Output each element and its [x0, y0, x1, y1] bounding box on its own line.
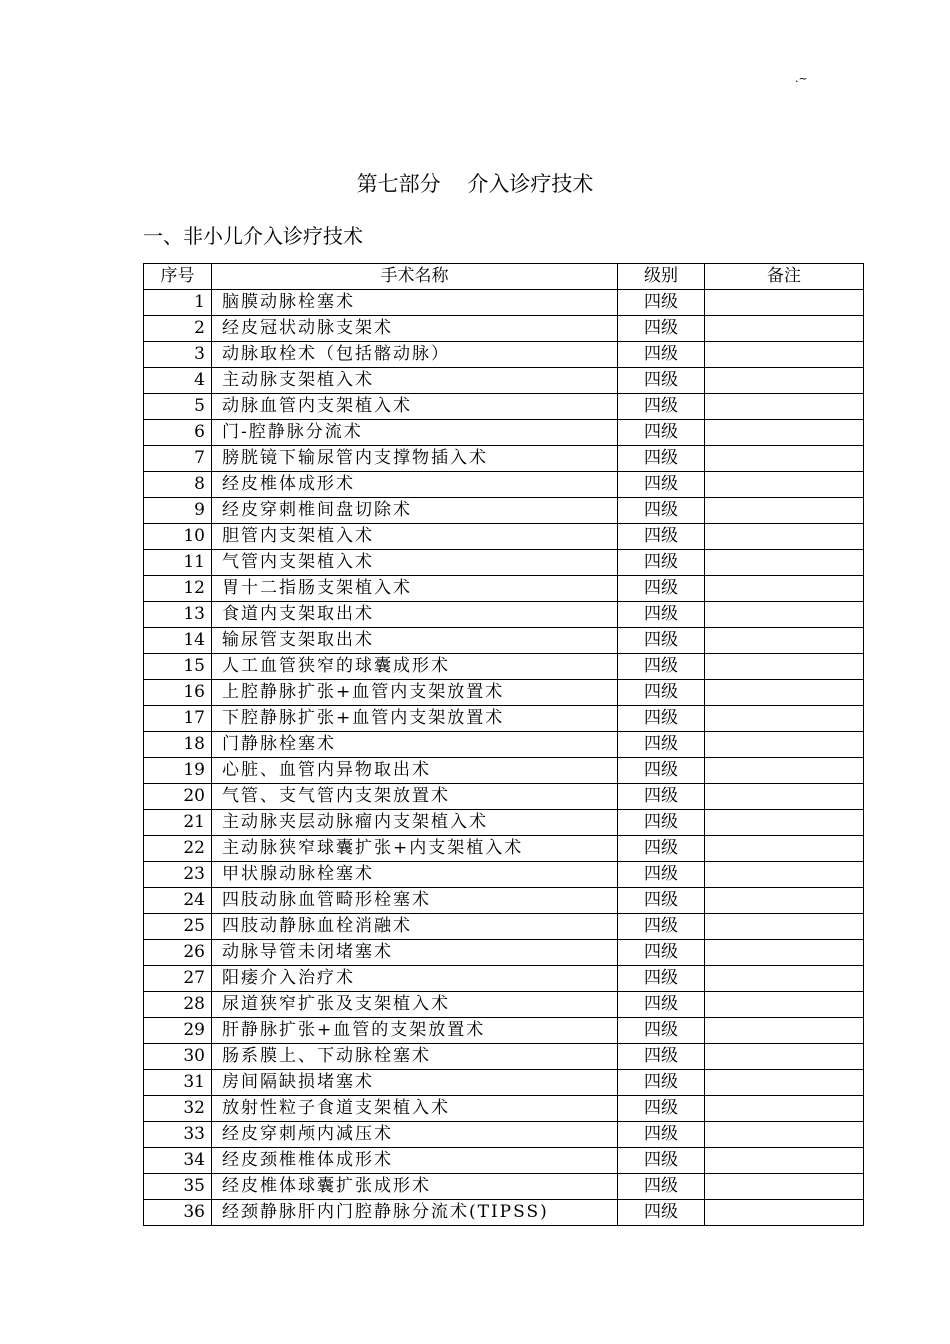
table-row [144, 420, 864, 446]
row-number: 20 [144, 784, 212, 810]
procedure-remark [705, 1122, 864, 1148]
procedure-level: 四级 [618, 1044, 705, 1070]
row-number: 13 [144, 602, 212, 628]
procedure-remark [705, 680, 864, 706]
procedure-remark [705, 628, 864, 654]
procedure-remark [705, 914, 864, 940]
procedure-level: 四级 [618, 1070, 705, 1096]
procedure-remark [705, 472, 864, 498]
row-number: 6 [144, 420, 212, 446]
procedure-level: 四级 [618, 966, 705, 992]
procedure-level: 四级 [618, 654, 705, 680]
procedure-level: 四级 [618, 368, 705, 394]
procedure-remark [705, 1018, 864, 1044]
table-row [144, 732, 864, 758]
procedure-name: 四肢动脉血管畸形栓塞术 [212, 888, 618, 914]
table-row [144, 784, 864, 810]
procedure-level: 四级 [618, 1148, 705, 1174]
procedure-name: 气管内支架植入术 [212, 550, 618, 576]
row-number: 7 [144, 446, 212, 472]
procedure-name: 阳痿介入治疗术 [212, 966, 618, 992]
row-number: 31 [144, 1070, 212, 1096]
procedure-level: 四级 [618, 550, 705, 576]
table-row [144, 836, 864, 862]
table-row [144, 992, 864, 1018]
procedure-remark [705, 888, 864, 914]
row-number: 25 [144, 914, 212, 940]
row-number: 33 [144, 1122, 212, 1148]
procedure-level: 四级 [618, 524, 705, 550]
procedure-remark [705, 1174, 864, 1200]
procedure-remark [705, 706, 864, 732]
header-name: 手术名称 [212, 264, 618, 290]
procedure-remark [705, 368, 864, 394]
procedure-remark [705, 576, 864, 602]
procedure-remark [705, 1096, 864, 1122]
row-number: 28 [144, 992, 212, 1018]
row-number: 32 [144, 1096, 212, 1122]
table-row [144, 550, 864, 576]
table-row [144, 1018, 864, 1044]
table-row [144, 1174, 864, 1200]
row-number: 21 [144, 810, 212, 836]
table-row [144, 1200, 864, 1226]
table-row [144, 290, 864, 316]
procedure-name: 门-腔静脉分流术 [212, 420, 618, 446]
procedure-remark [705, 732, 864, 758]
row-number: 26 [144, 940, 212, 966]
procedure-level: 四级 [618, 1018, 705, 1044]
procedure-level: 四级 [618, 810, 705, 836]
procedure-name: 胃十二指肠支架植入术 [212, 576, 618, 602]
procedure-remark [705, 550, 864, 576]
procedure-level: 四级 [618, 446, 705, 472]
row-number: 8 [144, 472, 212, 498]
procedure-level: 四级 [618, 576, 705, 602]
table-row [144, 940, 864, 966]
row-number: 2 [144, 316, 212, 342]
table-row [144, 1148, 864, 1174]
table-row [144, 810, 864, 836]
procedure-level: 四级 [618, 628, 705, 654]
table-row [144, 706, 864, 732]
row-number: 5 [144, 394, 212, 420]
row-number: 10 [144, 524, 212, 550]
procedure-level: 四级 [618, 342, 705, 368]
section-title: 一、非小儿介入诊疗技术 [143, 224, 363, 248]
header-no: 序号 [144, 264, 212, 290]
row-number: 1 [144, 290, 212, 316]
procedure-name: 房间隔缺损堵塞术 [212, 1070, 618, 1096]
procedure-remark [705, 1070, 864, 1096]
procedure-name: 上腔静脉扩张+血管内支架放置术 [212, 680, 618, 706]
procedure-level: 四级 [618, 1122, 705, 1148]
row-number: 11 [144, 550, 212, 576]
procedure-level: 四级 [618, 706, 705, 732]
procedure-name: 经皮颈椎椎体成形术 [212, 1148, 618, 1174]
header-level: 级别 [618, 264, 705, 290]
procedure-level: 四级 [618, 940, 705, 966]
procedure-remark [705, 1044, 864, 1070]
table-body [144, 290, 864, 1226]
procedure-remark [705, 654, 864, 680]
procedure-name: 动脉导管未闭堵塞术 [212, 940, 618, 966]
row-number: 24 [144, 888, 212, 914]
table-row [144, 498, 864, 524]
procedure-level: 四级 [618, 472, 705, 498]
row-number: 30 [144, 1044, 212, 1070]
procedure-name: 经皮冠状动脉支架术 [212, 316, 618, 342]
row-number: 22 [144, 836, 212, 862]
procedure-name: 胆管内支架植入术 [212, 524, 618, 550]
procedure-name: 经皮椎体成形术 [212, 472, 618, 498]
table-row [144, 1122, 864, 1148]
procedure-level: 四级 [618, 836, 705, 862]
procedure-level: 四级 [618, 1200, 705, 1226]
procedure-name: 肠系膜上、下动脉栓塞术 [212, 1044, 618, 1070]
procedure-remark [705, 940, 864, 966]
row-number: 3 [144, 342, 212, 368]
procedure-remark [705, 316, 864, 342]
table-row [144, 524, 864, 550]
procedure-name: 输尿管支架取出术 [212, 628, 618, 654]
procedure-remark [705, 992, 864, 1018]
procedure-name: 动脉血管内支架植入术 [212, 394, 618, 420]
part-title: 第七部分 介入诊疗技术 [356, 172, 594, 196]
table-header-row [144, 264, 864, 290]
procedure-level: 四级 [618, 784, 705, 810]
procedure-remark [705, 810, 864, 836]
row-number: 23 [144, 862, 212, 888]
row-number: 12 [144, 576, 212, 602]
procedure-remark [705, 836, 864, 862]
table-row [144, 316, 864, 342]
procedure-name: 食道内支架取出术 [212, 602, 618, 628]
procedure-level: 四级 [618, 888, 705, 914]
procedure-name: 尿道狭窄扩张及支架植入术 [212, 992, 618, 1018]
procedure-remark [705, 758, 864, 784]
table-row [144, 888, 864, 914]
procedure-remark [705, 420, 864, 446]
table-row [144, 576, 864, 602]
procedure-name: 人工血管狭窄的球囊成形术 [212, 654, 618, 680]
procedure-level: 四级 [618, 992, 705, 1018]
procedure-level: 四级 [618, 680, 705, 706]
procedure-name: 甲状腺动脉栓塞术 [212, 862, 618, 888]
row-number: 4 [144, 368, 212, 394]
procedure-level: 四级 [618, 732, 705, 758]
procedure-name: 经皮椎体球囊扩张成形术 [212, 1174, 618, 1200]
row-number: 16 [144, 680, 212, 706]
table-row [144, 394, 864, 420]
row-number: 14 [144, 628, 212, 654]
row-number: 34 [144, 1148, 212, 1174]
procedure-name: 四肢动静脉血栓消融术 [212, 914, 618, 940]
procedure-name: 肝静脉扩张+血管的支架放置术 [212, 1018, 618, 1044]
procedure-remark [705, 1200, 864, 1226]
procedure-name: 主动脉支架植入术 [212, 368, 618, 394]
header-remark: 备注 [705, 264, 864, 290]
procedure-remark [705, 602, 864, 628]
procedure-table [143, 263, 864, 1226]
procedure-name: 经皮穿刺椎间盘切除术 [212, 498, 618, 524]
row-number: 27 [144, 966, 212, 992]
table-row [144, 914, 864, 940]
procedure-remark [705, 862, 864, 888]
table-row [144, 1044, 864, 1070]
procedure-remark [705, 524, 864, 550]
table-row [144, 758, 864, 784]
procedure-level: 四级 [618, 290, 705, 316]
procedure-name: 气管、支气管内支架放置术 [212, 784, 618, 810]
procedure-level: 四级 [618, 1174, 705, 1200]
procedure-level: 四级 [618, 394, 705, 420]
procedure-level: 四级 [618, 914, 705, 940]
procedure-name: 下腔静脉扩张+血管内支架放置术 [212, 706, 618, 732]
table-row [144, 1096, 864, 1122]
table-row [144, 342, 864, 368]
row-number: 18 [144, 732, 212, 758]
procedure-name: 门静脉栓塞术 [212, 732, 618, 758]
procedure-remark [705, 498, 864, 524]
procedure-name: 心脏、血管内异物取出术 [212, 758, 618, 784]
row-number: 35 [144, 1174, 212, 1200]
table-row [144, 472, 864, 498]
procedure-level: 四级 [618, 498, 705, 524]
table-row [144, 628, 864, 654]
procedure-name: 主动脉夹层动脉瘤内支架植入术 [212, 810, 618, 836]
procedure-name: 动脉取栓术（包括髂动脉） [212, 342, 618, 368]
procedure-level: 四级 [618, 602, 705, 628]
procedure-remark [705, 966, 864, 992]
table-row [144, 446, 864, 472]
table-row [144, 680, 864, 706]
row-number: 15 [144, 654, 212, 680]
procedure-level: 四级 [618, 1096, 705, 1122]
row-number: 9 [144, 498, 212, 524]
procedure-level: 四级 [618, 420, 705, 446]
table-row [144, 862, 864, 888]
table-row [144, 602, 864, 628]
procedure-name: 脑膜动脉栓塞术 [212, 290, 618, 316]
row-number: 19 [144, 758, 212, 784]
procedure-remark [705, 290, 864, 316]
corner-mark: .~ [795, 72, 808, 85]
row-number: 17 [144, 706, 212, 732]
row-number: 29 [144, 1018, 212, 1044]
table-row [144, 966, 864, 992]
procedure-name: 放射性粒子食道支架植入术 [212, 1096, 618, 1122]
procedure-remark [705, 394, 864, 420]
table-row [144, 654, 864, 680]
procedure-name: 膀胱镜下输尿管内支撑物插入术 [212, 446, 618, 472]
row-number: 36 [144, 1200, 212, 1226]
procedure-name: 经颈静脉肝内门腔静脉分流术(TIPSS) [212, 1200, 618, 1226]
procedure-name: 主动脉狭窄球囊扩张+内支架植入术 [212, 836, 618, 862]
table-row [144, 368, 864, 394]
table-row [144, 1070, 864, 1096]
procedure-remark [705, 446, 864, 472]
procedure-remark [705, 784, 864, 810]
procedure-remark [705, 342, 864, 368]
procedure-level: 四级 [618, 862, 705, 888]
procedure-level: 四级 [618, 316, 705, 342]
procedure-name: 经皮穿刺颅内减压术 [212, 1122, 618, 1148]
procedure-level: 四级 [618, 758, 705, 784]
procedure-remark [705, 1148, 864, 1174]
